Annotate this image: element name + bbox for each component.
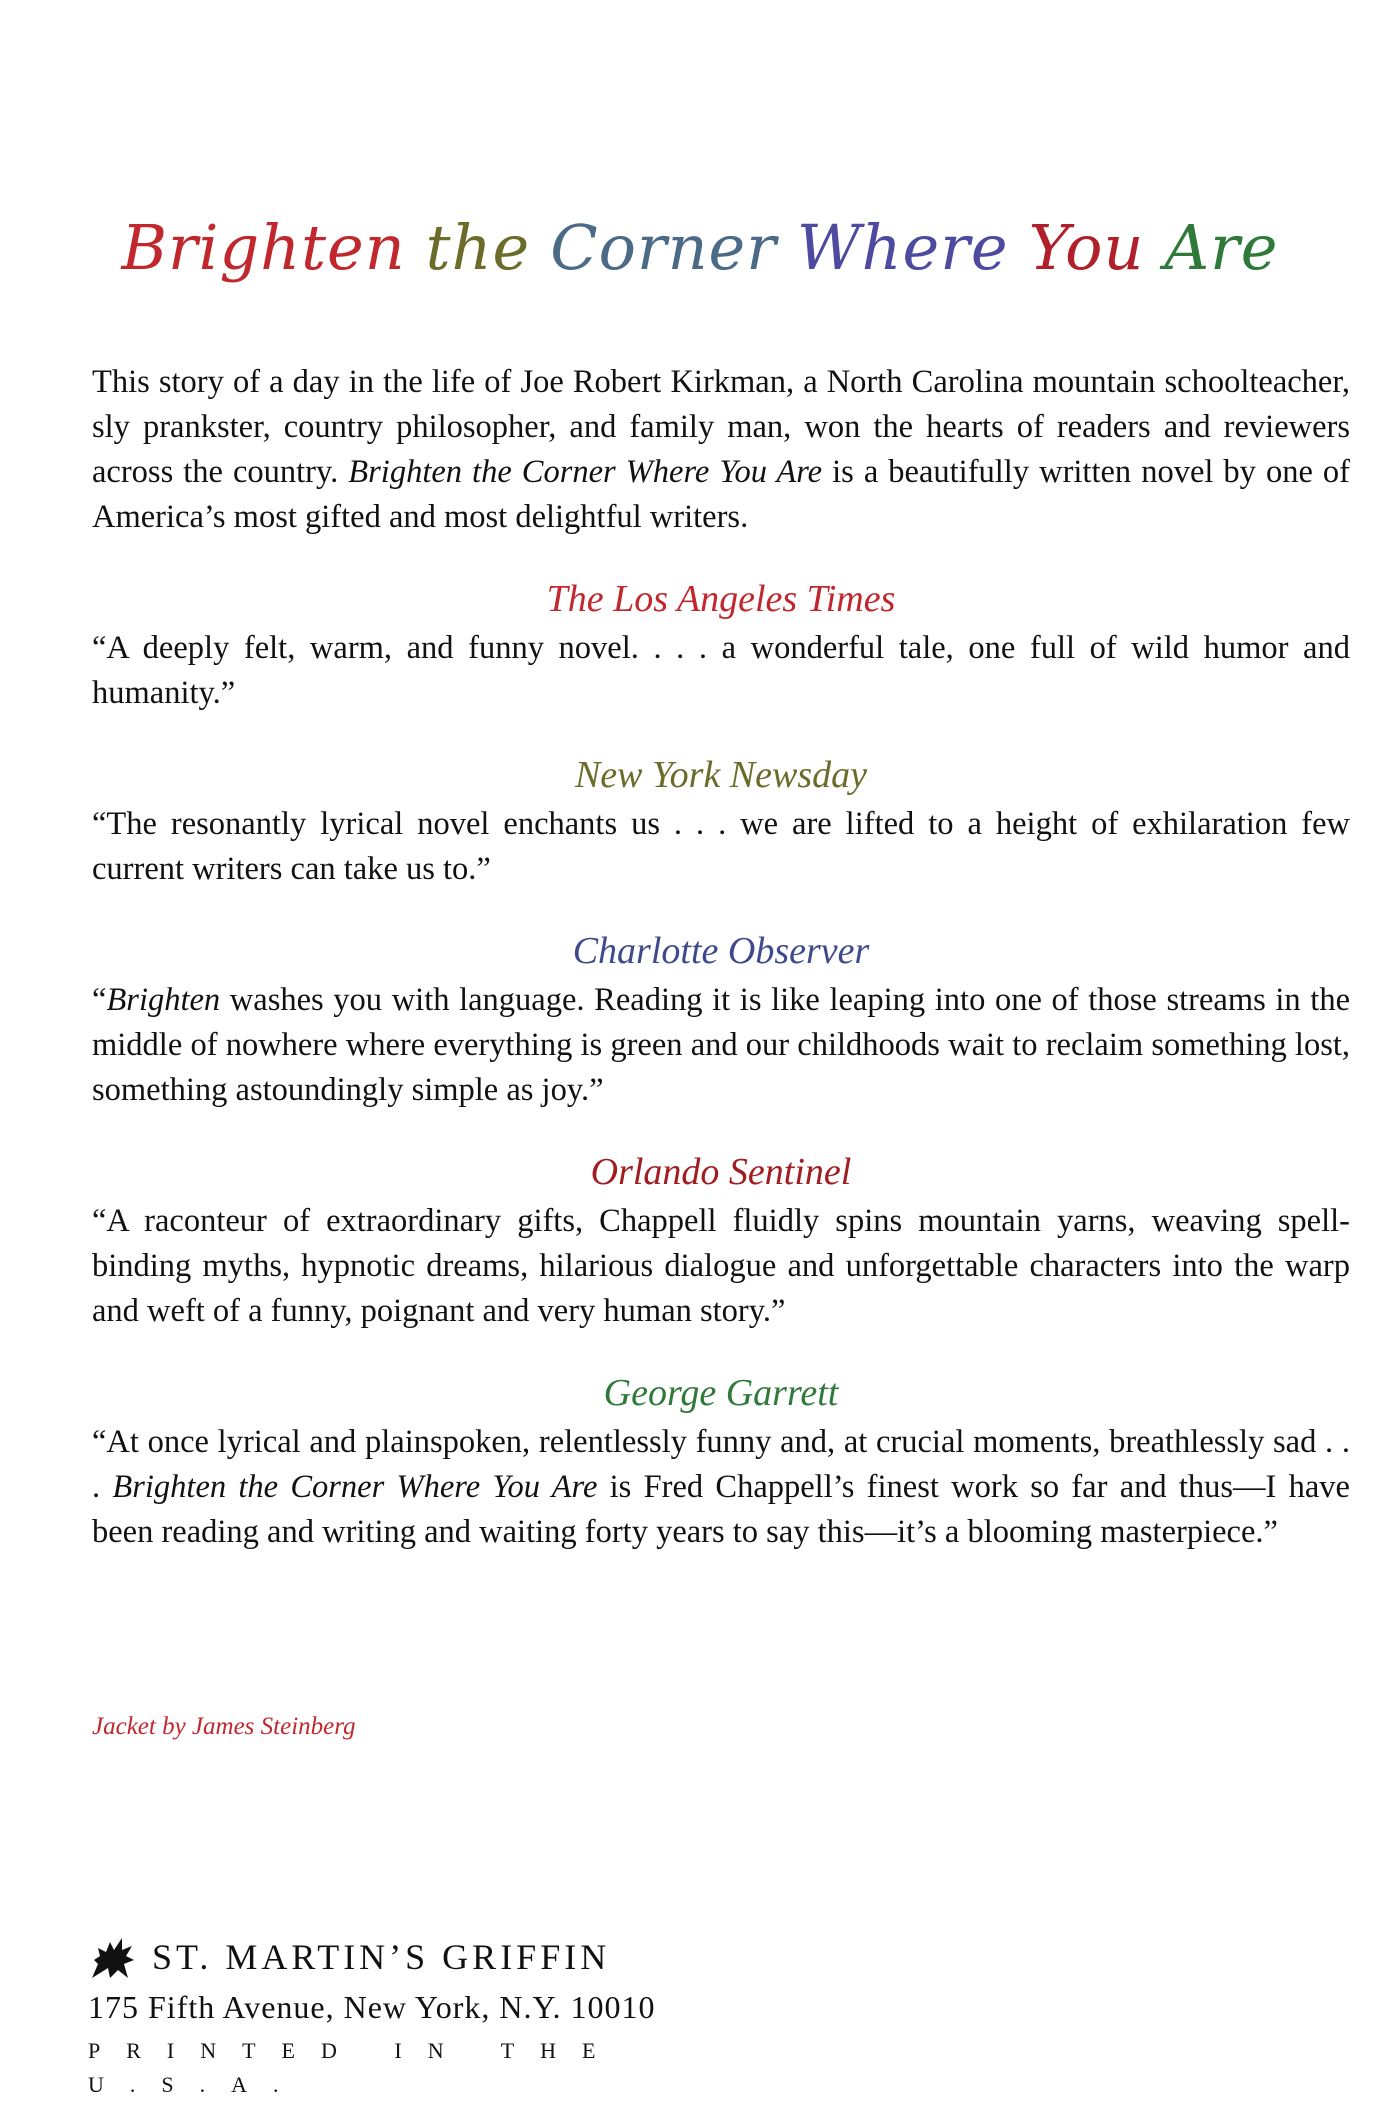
intro-title-italic: Brighten the Corner Where You Are [348,454,823,490]
review-source: Orlando Sentinel [590,1151,852,1193]
intro-text-1: This story of a day in the life of Joe Robert Kirkman, a North Carolina mountain schoolteacher, sly prankster, country philosopher, and family man, won the hearts of readers and reviewers across the country. [92,364,1350,490]
publisher-address: 175 Fifth Avenue, New York, N.Y. 10010 [88,1989,656,2025]
quote-open: “At once lyrical and plainspoken, relentlessly funny and, at crucial moments, breathlessly sad . . . [92,1424,1350,1505]
intro-text-2: is a beautifully written novel by one of America’s most gifted and most delightful writers. [92,454,1350,535]
jacket-credit: Jacket by James Steinberg [92,1713,356,1740]
quote-rest: washes you with language. Reading it is like leaping into one of those streams in the middle of nowhere where everything is green and our childhoods wait to reclaim something lost, something astoundingly simple as joy.” [92,982,1350,1108]
jacket-copy [92,360,1350,1589]
review-quote: “The resonantly lyrical novel enchants us . . . we are lifted to a height of exhilaration few current writers can take us to.” [92,806,1350,887]
title-word-1: Brighten [121,211,406,284]
publisher-block [88,1932,688,2102]
title-word-3: Corner [550,211,777,284]
quote-italic: Brighten the Corner Where You Are [112,1469,598,1505]
publisher-name-row [88,1932,688,1982]
intro-paragraph [92,360,1350,540]
review-quote [92,978,1350,1113]
title-word-2: the [425,211,531,284]
review-quote [92,1420,1350,1555]
publisher-name: ST. MARTIN’S GRIFFIN [152,1937,611,1977]
quote-open: “ [92,982,107,1018]
title-word-4: Where [796,211,1009,284]
griffin-icon [88,1934,138,1980]
review-source: New York Newsday [574,754,868,796]
review-source: The Los Angeles Times [546,578,896,620]
review-quote: “A deeply felt, warm, and funny novel. . . . a wonderful tale, one full of wild humor and humanity.” [92,630,1350,711]
title-word-5: You [1028,211,1145,284]
printed-in: PRINTED IN THE U.S.A. [88,2038,622,2097]
book-title [0,208,1400,288]
review-source: George Garrett [603,1372,839,1414]
quote-rest: is Fred Chappell’s finest work so far and thus—I have been reading and writing and waiting forty years to say this—it’s a blooming masterpiece.” [92,1469,1350,1550]
review-source: Charlotte Observer [572,930,870,972]
review-quote: “A raconteur of extraordinary gifts, Chappell fluidly spins mountain yarns, weaving spell-binding myths, hypnotic dreams, hilarious dialogue and unforgettable characters into the warp and weft of a funny, poignant and very human story.” [92,1203,1350,1329]
quote-italic: Brighten [106,982,221,1018]
title-word-6: Are [1164,211,1279,284]
